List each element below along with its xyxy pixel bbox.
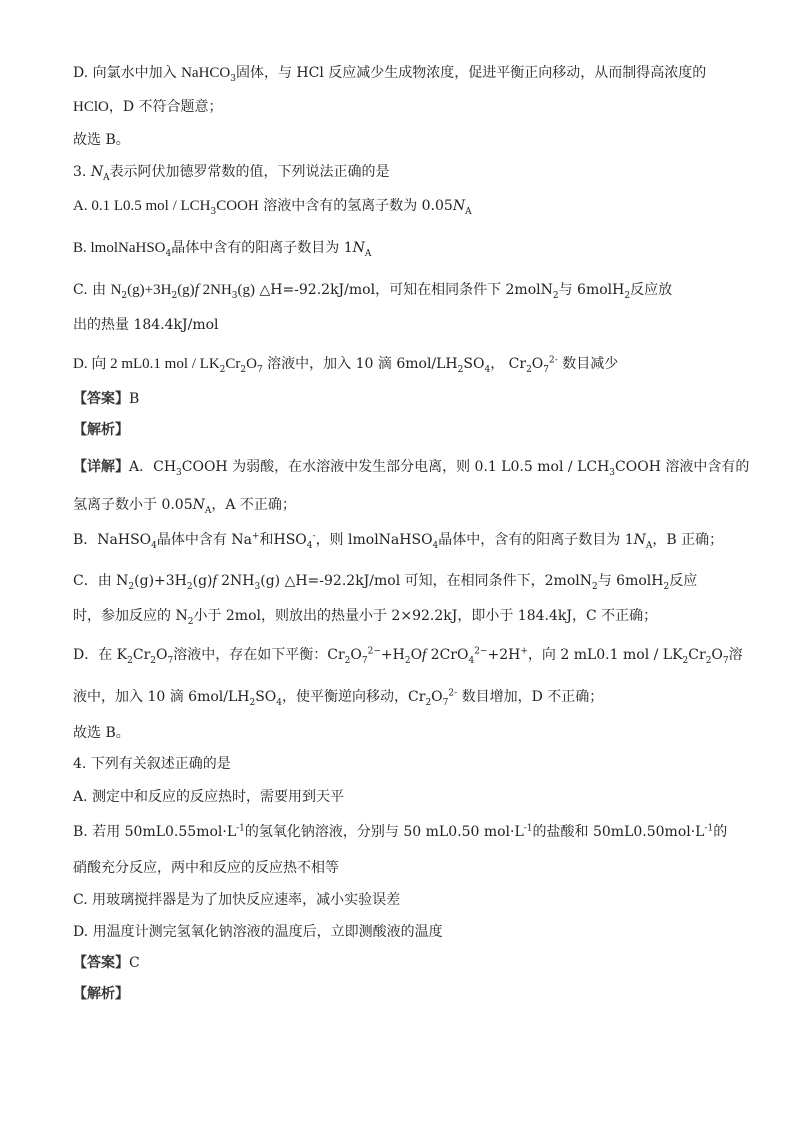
text-span: N [452,198,466,214]
text-span: △H=-92.2kJ/mol，可知在相同条件下 2molN [255,282,553,298]
text-line [73,922,443,942]
text-line [73,723,130,743]
text-span: f [422,647,427,663]
subscript: 2 [344,655,351,666]
superscript: 2− [474,646,488,657]
subscript: A [645,540,653,551]
text-span: (g) △H=-92.2kJ/mol 可知，在相同条件下，2molN [260,573,592,589]
subscript: 4 [484,364,491,375]
subscript: 2 [127,655,133,666]
text-line [73,858,339,878]
text-span: (g)+3H [134,573,187,589]
text-span: 反应 [669,573,698,589]
text-span: ，D 不符合题意； [108,99,223,115]
text-span: O [431,689,443,705]
text-span: 数目增加，D 不正确； [457,689,604,705]
text-span: COOH 为弱酸，在水溶液中发生部分电离，则 0.1 L0.5 mol / LCH [181,459,610,475]
subscript: 2 [249,697,256,708]
text-line [73,238,371,258]
text-span: C [129,955,140,971]
subscript: 4 [306,540,313,551]
text-span: O [531,356,544,372]
text-span: B. 若用 50mL0.55mol·L [73,824,237,840]
subscript: 2 [186,581,193,592]
text-span: ，向 2 mL0.1 mol / LK [527,647,683,663]
text-span: O [410,647,423,663]
text-span: 溶液中，加入 10 滴 6mol/LH [262,356,458,372]
subscript: 2 [663,581,670,592]
subscript: 2 [219,364,226,375]
subscript: 7 [442,697,449,708]
superscript: -1 [704,823,714,834]
text-span: SO [463,356,485,372]
text-span: ， Cr [490,356,527,372]
text-span: 小于 2mol，则放出的热量小于 2×92.2kJ，即小于 184.4kJ，C 不正确； [193,608,658,624]
text-span: D. 向 2 mL0.1 mol / LK [73,356,220,372]
text-span: N [110,282,122,298]
text-span: C. 用玻璃搅拌器是为了加快反应速率，减小实验误差 [73,892,401,908]
text-span: 3. [73,164,91,180]
text-span: 表示阿伏加德罗常数的值，下列说法正确的是 [109,164,390,180]
text-span: 固体，与 HCl 反应减少生成物浓度，促进平衡正向移动，从而制得高浓度的 [235,65,707,81]
text-line [73,130,130,150]
text-span: 溶液中含有的氢离子数为 0.05 [258,198,453,214]
text-span: N [192,497,205,513]
text-line [73,754,231,774]
subscript: 4 [432,540,439,551]
text-span: +H [380,647,405,663]
text-span: 溶液中，存在如下平衡：Cr [173,647,345,663]
subscript: A [103,172,110,183]
text-line [73,822,727,842]
text-line [73,420,129,440]
text-span: B. lmolNaHSO [73,240,166,256]
text-line [73,97,223,117]
subscript: 4 [151,540,157,551]
text-line [73,354,618,374]
superscript: -1 [523,823,533,834]
text-line [73,953,140,973]
text-span: 晶体中，含有的阳离子数目为 1 [438,532,634,548]
text-span: 的盐酸和 50mL0.50mol·L [532,824,705,840]
superscript: 2- [448,688,458,699]
text-span: 时，参加反应的 N [73,608,188,624]
text-span: O [246,356,257,372]
subscript: 2 [150,655,157,666]
subscript: 7 [167,655,174,666]
text-span: 4. 下列有关叙述正确的是 [73,756,231,772]
subscript: 4 [468,655,475,666]
subscript: 3 [254,581,261,592]
subscript: 2 [425,697,432,708]
text-line [73,606,657,626]
text-line [73,162,390,182]
subscript: 3 [230,73,236,84]
text-span: 数目减少 [557,356,619,372]
text-line [73,687,603,707]
text-line [73,315,219,335]
text-span: 溶 [728,647,743,663]
superscript: 2- [549,355,558,366]
subscript: 2 [240,364,247,375]
superscript: + [520,646,528,657]
text-span: 2NH [198,282,232,298]
text-span: 反应放 [630,282,673,298]
text-span: 与 6molH [597,573,664,589]
subscript: 2 [682,655,689,666]
text-span: A. 0.1 L0.5 mol / LCH [73,198,211,214]
text-line [73,63,706,83]
text-span: O [156,647,168,663]
text-span: 【解析】 [73,986,129,1002]
text-span: 2NH [216,573,255,589]
subscript: 2 [591,581,598,592]
text-span: 硝酸充分反应，两中和反应的反应热不相等 [73,860,339,876]
text-span: 【解析】 [73,422,129,438]
subscript: 7 [256,364,263,375]
superscript: - [312,531,316,542]
text-span: 出的热量 184.4kJ/mol [73,317,219,333]
text-span: COOH 溶液中含有的 [615,459,750,475]
text-span: f [212,573,217,589]
subscript: 2 [457,364,464,375]
text-span: N [633,532,646,548]
text-span: N [352,240,365,256]
text-span: Cr [688,647,706,663]
text-span: C. 由 [73,282,111,298]
subscript: 7 [722,655,729,666]
text-span: O [711,647,723,663]
text-span: D. 用温度计测完氢氧化钠溶液的温度后，立即测酸液的温度 [73,924,443,940]
text-span: 2CrO [426,647,469,663]
text-line [73,787,344,807]
text-span: 晶体中含有的阳离子数目为 1 [171,240,353,256]
text-span: 和HSO [259,532,307,548]
text-span: ，则 lmolNaHSO [315,532,433,548]
text-span: 氢离子数小于 0.05 [73,497,193,513]
text-span: 【答案】 [73,391,129,407]
subscript: 2 [121,290,128,301]
text-line [73,530,723,550]
text-span: B．NaHSO [73,532,152,548]
text-line [73,280,672,300]
text-span: HClO [73,99,109,115]
text-span: 【详解】 [73,459,129,475]
text-span: ，使平衡逆向移动，Cr [282,689,426,705]
superscript: -1 [236,823,245,834]
text-span: 液中，加入 10 滴 6mol/LH [73,689,250,705]
text-span: Cr [132,647,151,663]
text-span: D. 向氯水中加入 [73,65,182,81]
subscript: 4 [276,697,283,708]
text-line [73,571,697,591]
text-span: A. 测定中和反应的反应热时，需要用到天平 [73,789,345,805]
text-span: B [129,391,140,407]
text-line [73,984,129,1004]
subscript: 2 [526,364,532,375]
subscript: 7 [543,364,550,375]
text-span: 的氢氧化钠溶液，分别与 50 mL0.50 mol·L [244,824,524,840]
text-span: 【答案】 [73,955,129,971]
text-span: 故选 B。 [73,132,130,148]
text-span: 晶体中含有 Na [156,532,252,548]
subscript: 2 [128,581,135,592]
text-span: +2H [487,647,521,663]
subscript: 4 [165,248,172,259]
text-line [73,645,743,665]
subscript: 7 [361,655,368,666]
subscript: 3 [609,467,616,478]
text-span: 故选 B。 [73,725,130,741]
text-span: C．由 N [73,573,129,589]
text-span: COOH [216,198,259,214]
text-span: ，A 不正确； [211,497,296,513]
text-line [73,890,400,910]
subscript: 2 [552,290,559,301]
text-span: (g) [177,282,195,298]
text-span: D．在 K [73,647,128,663]
text-span: Cr [225,356,241,372]
superscript: 2− [367,646,381,657]
text-line [73,495,296,515]
subscript: 2 [171,290,178,301]
text-line [73,457,749,477]
text-span: NaHCO [181,65,231,81]
subscript: A [204,505,212,516]
text-span: A．CH [129,459,177,475]
subscript: A [364,248,372,259]
subscript: 2 [624,290,631,301]
text-line [73,196,472,216]
text-line [73,389,139,409]
subscript: 3 [231,290,238,301]
text-span: SO [255,689,277,705]
text-span: f [194,282,199,298]
subscript: 2 [705,655,712,666]
subscript: A [465,206,472,217]
text-span: (g)+3H [127,282,172,298]
text-span: (g) [192,573,213,589]
text-span: 与 6molH [558,282,625,298]
text-span: (g) [237,282,256,298]
subscript: 2 [187,616,194,627]
subscript: 2 [404,655,411,666]
text-span: O [350,647,362,663]
text-span: N [90,164,104,180]
superscript: + [251,531,260,542]
text-span: 的 [713,824,728,840]
subscript: 3 [210,206,217,217]
subscript: 3 [176,467,182,478]
text-span: ，B 正确； [652,532,724,548]
